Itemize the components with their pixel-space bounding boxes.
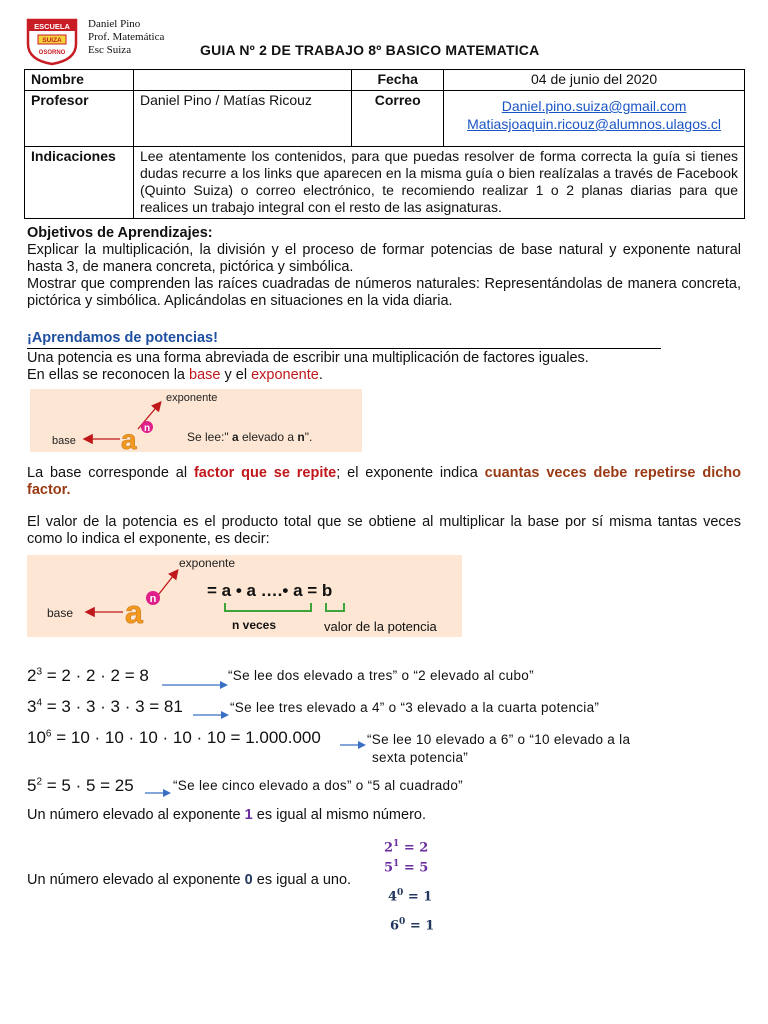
veces-highlight: cuantas veces debe repetirse dicho factor.	[27, 465, 742, 498]
d2-exponente-label: exponente	[179, 556, 236, 570]
arrow-icon	[145, 784, 171, 802]
power-diagram-2	[27, 555, 462, 637]
page-title: GUIA Nº 2 DE TRABAJO 8º BASICO MATEMATICA	[200, 42, 540, 58]
example-row: $10^6 = 10 \cdot 10 \cdot 10 \cdot 10 \cdot 10 = 1.000.000$	[27, 728, 321, 747]
factor-highlight: factor que se repite	[193, 465, 337, 481]
arrow-icon	[193, 706, 229, 724]
example-quote: “Se lee dos elevado a tres” o “2 elevado al cubo”	[228, 668, 534, 683]
rule1-example: $5^1 = 5$	[384, 859, 429, 876]
logo-text-mid: SUIZA	[42, 37, 62, 44]
example-quote: “Se lee 10 elevado a 6” o “10 elevado a la sexta potencia”	[367, 732, 631, 765]
teacher-role: Prof. Matemática	[88, 31, 165, 43]
rule-exponent-1: Un número elevado al exponente 1 es igual al mismo número.	[27, 807, 426, 823]
d2-n-veces: n veces	[232, 618, 277, 632]
arrow-icon	[340, 736, 366, 754]
rule0-example: $6^0 = 1$	[390, 917, 435, 934]
indicaciones-text: Lee atentamente los contenidos, para que puedas resolver de forma correcta la guía si tienes dudas recurre a los links que aparecen en la misma guía o bien realízalas a través de Facebook (Quinto Suiza) o correo electrónico, te recomiendo realizar 1 o 2 planas diarias para que realices un trabajo integral con el resto de las asignaturas.	[133, 147, 744, 219]
d1-letter-n: n	[143, 423, 151, 434]
para-base: La base corresponde al factor que se repite; el exponente indica cuantas veces debe repetirse dicho factor.	[27, 465, 742, 498]
example-quote: “Se lee cinco elevado a dos” o “5 al cuadrado”	[173, 778, 463, 793]
nombre-value[interactable]	[133, 70, 351, 91]
arrow-icon	[162, 676, 228, 694]
example-quote: “Se lee tres elevado a 4” o “3 elevado a la cuarta potencia”	[230, 700, 600, 715]
fecha-value: 04 de junio del 2020	[444, 70, 745, 91]
rule1-examples	[384, 836, 428, 877]
d1-se-lee: Se lee:" a elevado a n".	[187, 430, 313, 444]
school-name: Esc Suiza	[88, 44, 132, 56]
objective-1: Explicar la multiplicación, la división y el proceso de formar potencias de base natural y exponente natural hasta 3, de manera concreta, pictórica y simbólica.	[27, 242, 741, 275]
section-intro	[27, 350, 741, 384]
email-link-1[interactable]: Daniel.pino.suiza@gmail.com	[501, 98, 687, 114]
d2-letter-a: a	[125, 594, 143, 630]
para-valor: El valor de la potencia es el producto total que se obtiene al multiplicar la base por sí misma tantas veces como lo indica el exponente, es decir:	[27, 514, 741, 547]
intro-line-2: En ellas se reconocen la base y el exponente.	[27, 367, 323, 383]
example-row: $3^4 = 3 \cdot 3 \cdot 3 \cdot 3 = 81$	[27, 697, 183, 716]
d2-letter-n: n	[149, 593, 157, 605]
email-link-2[interactable]: Matiasjoaquin.ricouz@alumnos.ulagos.cl	[467, 116, 722, 132]
d1-exponente-label: exponente	[166, 392, 218, 404]
indicaciones-label: Indicaciones	[25, 147, 134, 219]
info-table	[24, 69, 745, 219]
logo-text-bottom: OSORNO	[38, 50, 66, 56]
objective-2: Mostrar que comprenden las raíces cuadradas de números naturales: Representándolas de manera concreta, pictórica y simbólica. Aplicándolas en situaciones en la vida diaria.	[27, 276, 741, 309]
power-diagram-1	[30, 389, 362, 452]
nombre-label: Nombre	[25, 70, 134, 91]
objectives-heading: Objetivos de Aprendizajes:	[27, 225, 213, 241]
example-row: $2^3 = 2 \cdot 2 \cdot 2 = 8$	[27, 666, 149, 685]
logo-text-top: ESCUELA	[34, 22, 70, 31]
fecha-label: Fecha	[352, 70, 444, 91]
rule-exponent-0: Un número elevado al exponente 0 es igual a uno.	[27, 872, 352, 888]
profesor-value: Daniel Pino / Matías Ricouz	[133, 91, 351, 147]
d2-valor: valor de la potencia	[324, 619, 437, 634]
objectives	[27, 225, 741, 310]
section-divider	[27, 348, 661, 349]
rule1-example: $2^1 = 2$	[384, 839, 429, 856]
d1-letter-a: a	[121, 424, 137, 452]
section-heading: ¡Aprendamos de potencias!	[27, 330, 218, 346]
base-word: base	[189, 367, 221, 383]
d2-formula: = a • a ….• a = b	[207, 581, 333, 600]
d1-base-label: base	[52, 435, 76, 447]
rule0-example: $4^0 = 1$	[388, 888, 433, 905]
example-row: $5^2 = 5 \cdot 5 = 25$	[27, 776, 134, 795]
correo-label: Correo	[352, 91, 444, 147]
d2-base-label: base	[47, 606, 74, 620]
exponente-word: exponente	[251, 367, 319, 383]
teacher-name: Daniel Pino	[88, 18, 141, 30]
intro-line-1: Una potencia es una forma abreviada de escribir una multiplicación de factores iguales.	[27, 350, 589, 366]
school-logo	[24, 14, 80, 66]
header-info	[88, 18, 164, 57]
profesor-label: Profesor	[25, 91, 134, 147]
